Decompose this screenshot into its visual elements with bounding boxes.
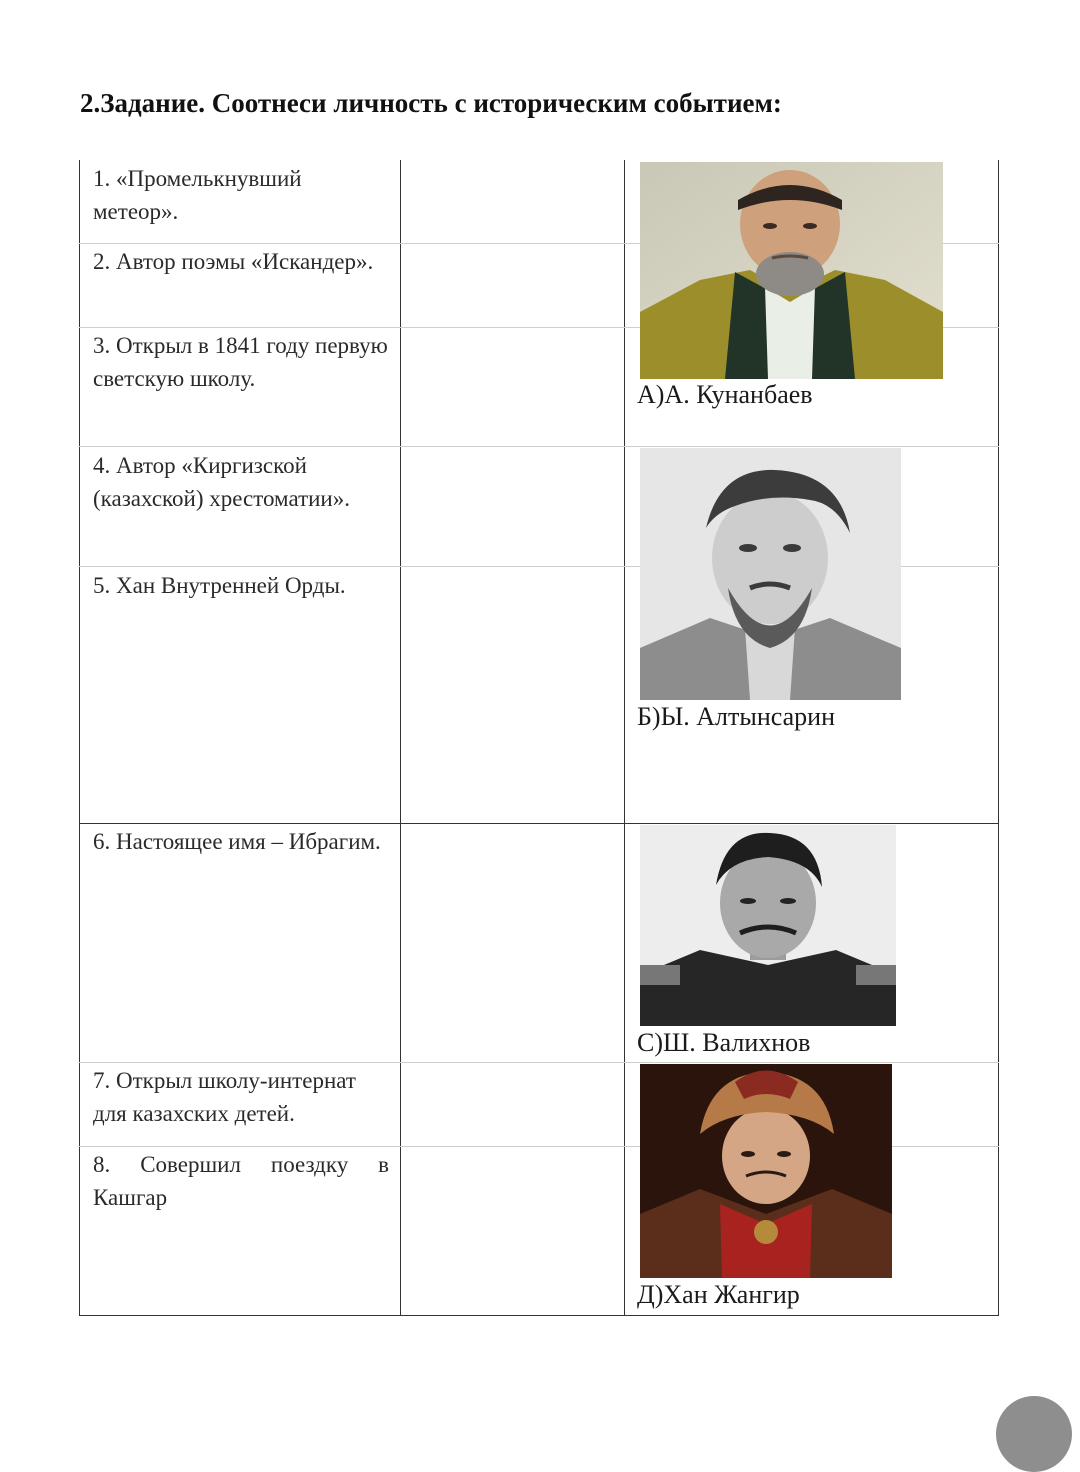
statement-3: 3. Открыл в 1841 году первую светскую школу. (93, 333, 388, 391)
person-c-caption: С)Ш. Валихнов (637, 1028, 811, 1057)
task-title: 2.Задание. Соотнеси личность с историческим событием: (80, 88, 782, 118)
table-divider-1 (400, 160, 401, 1316)
statement-2: 2. Автор поэмы «Искандер». (93, 249, 374, 274)
statement-8: 8. Совершил поездку в Кашгар (93, 1152, 389, 1210)
portrait-altynsarin (640, 448, 901, 700)
floating-action-button[interactable] (996, 1396, 1072, 1472)
statement-5: 5. Хан Внутренней Орды. (93, 573, 346, 598)
person-a-caption: А)А. Кунанбаев (637, 380, 813, 409)
table-row-divider (79, 823, 999, 824)
table-border-bottom (79, 1315, 999, 1316)
portrait-khan-zhangir (640, 1064, 892, 1278)
table-border-left (79, 160, 80, 1316)
table-divider-2 (624, 160, 625, 1316)
statement-7: 7. Открыл школу-интернат для казахских детей. (93, 1068, 356, 1126)
faint-row-line (79, 1062, 999, 1063)
faint-row-line (79, 446, 999, 447)
portrait-valikhanov (640, 825, 896, 1026)
statement-4: 4. Автор «Киргизской (казахской) хрестоматии». (93, 453, 350, 511)
table-border-right (998, 160, 999, 1316)
person-d-caption: Д)Хан Жангир (637, 1280, 800, 1309)
portrait-kunanbaev (640, 162, 943, 379)
statement-6: 6. Настоящее имя – Ибрагим. (93, 829, 381, 854)
statement-1: 1. «Промелькнувший метеор». (93, 166, 302, 224)
person-b-caption: Б)Ы. Алтынсарин (637, 702, 835, 731)
